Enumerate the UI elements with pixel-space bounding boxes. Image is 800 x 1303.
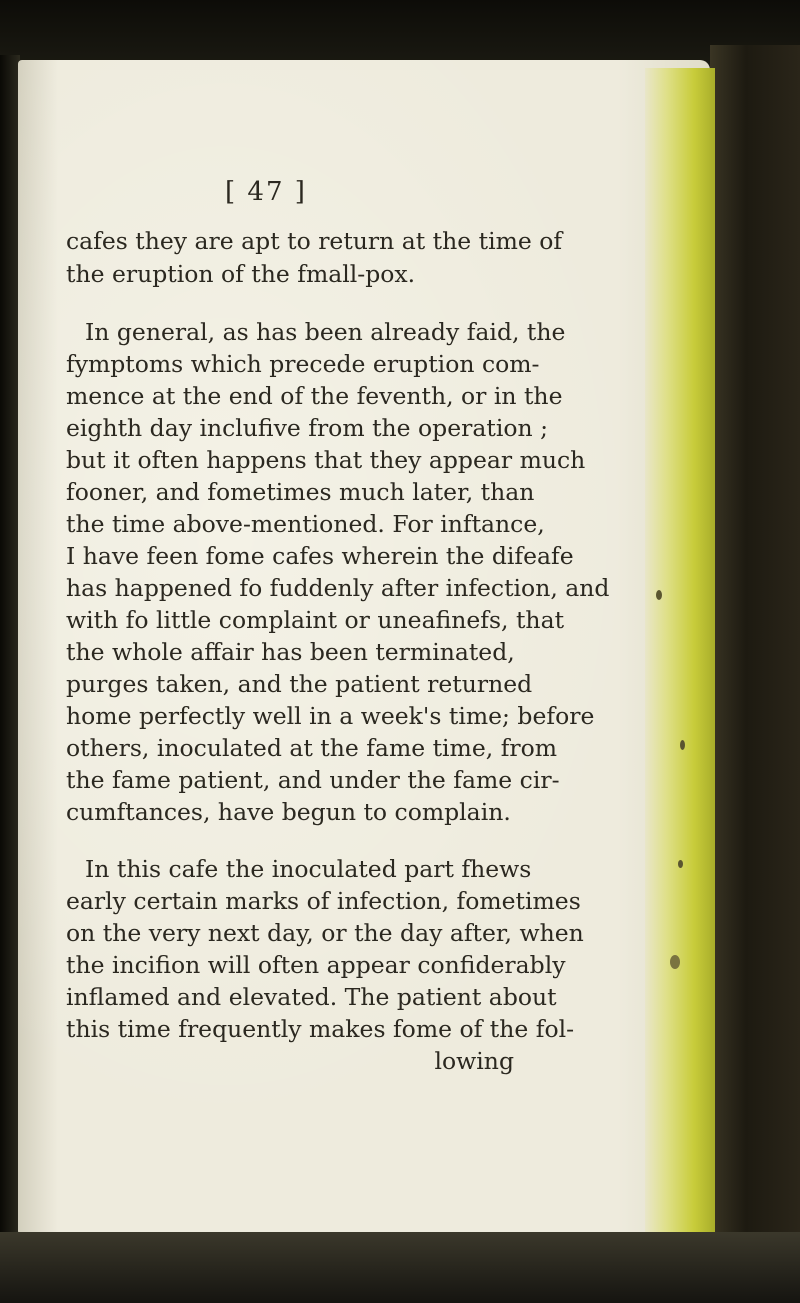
text-line: inflamed and elevated. The patient about bbox=[66, 983, 557, 1011]
text-line: early certain marks of infection, fometimes bbox=[66, 887, 581, 915]
text-line: others, inoculated at the fame time, from bbox=[66, 734, 558, 762]
text-line: has happened fo fuddenly after infection, and bbox=[66, 574, 610, 602]
text-line: on the very next day, or the day after, when bbox=[66, 919, 584, 947]
text-line: the whole affair has been terminated, bbox=[66, 638, 515, 666]
text-line: the incifion will often appear confiderably bbox=[66, 951, 566, 979]
text-line: home perfectly well in a week's time; before bbox=[66, 702, 595, 730]
text-line: fymptoms which precede eruption com- bbox=[66, 350, 540, 378]
text-line: the time above-mentioned. For inftance, bbox=[66, 510, 545, 538]
catchword: lowing bbox=[434, 1047, 514, 1075]
text-line: but it often happens that they appear much bbox=[66, 446, 586, 474]
text-line: purges taken, and the patient returned bbox=[66, 670, 533, 698]
text-line: cafes they are apt to return at the time of bbox=[66, 227, 563, 255]
text-line: cumftances, have begun to complain. bbox=[66, 798, 511, 826]
text-line: with fo little complaint or uneafinefs, that bbox=[66, 606, 565, 634]
text-line: the fame patient, and under the fame cir- bbox=[66, 766, 560, 794]
text-line: In general, as has been already faid, the bbox=[85, 318, 566, 346]
text-line: In this cafe the inoculated part fhews bbox=[85, 855, 532, 883]
text-line: mence at the end of the feventh, or in the bbox=[66, 382, 563, 410]
text-line: fooner, and fometimes much later, than bbox=[66, 478, 535, 506]
text-line: eighth day inclufive from the operation ; bbox=[66, 414, 549, 442]
text-line: the eruption of the fmall-pox. bbox=[66, 260, 416, 288]
text-line: I have feen fome cafes wherein the difeafe bbox=[66, 542, 574, 570]
text-line: this time frequently makes fome of the fol- bbox=[66, 1015, 575, 1043]
page-header: [ 47 ] bbox=[225, 177, 307, 207]
